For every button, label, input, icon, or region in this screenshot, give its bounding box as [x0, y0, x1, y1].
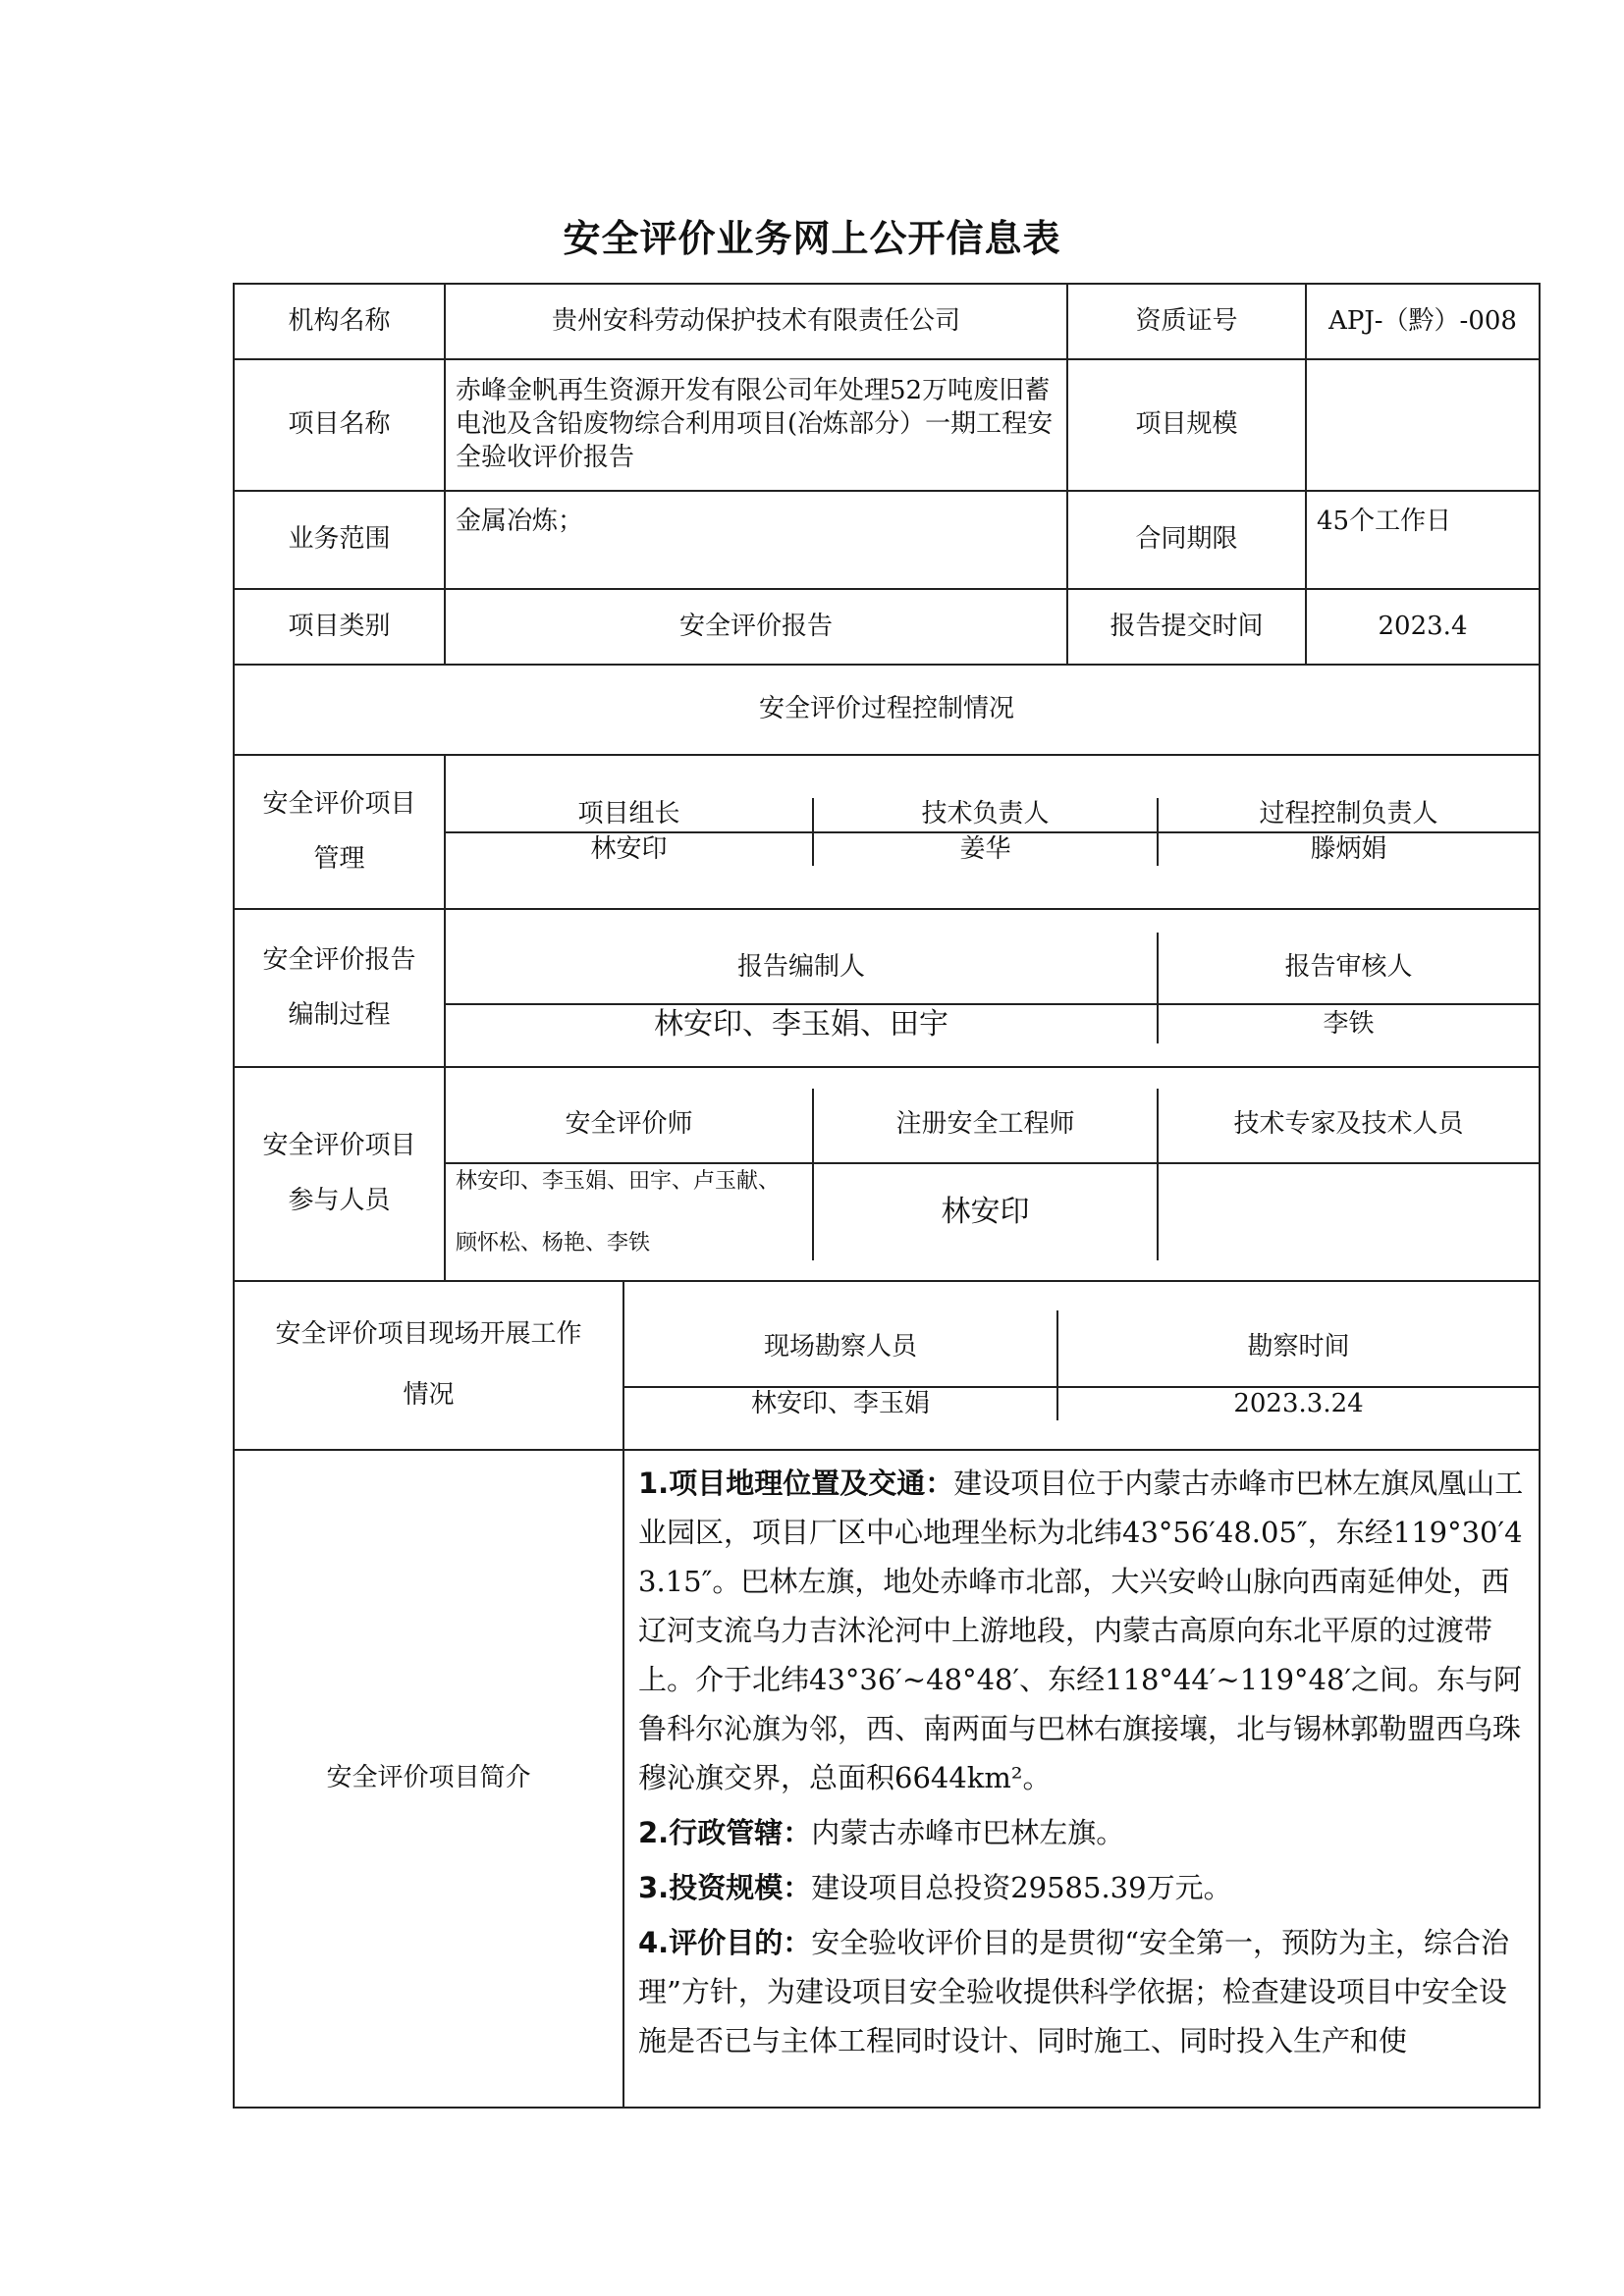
mgmt-label-line1: 安全评价项目: [262, 788, 416, 819]
mgmt-subtable: [446, 798, 1539, 867]
intro-p2-text: 内蒙古赤峰市巴林左旗。: [811, 1816, 1125, 1849]
report-value-author: 林安印、李玉娟、田宇: [446, 1004, 1158, 1043]
intro-p4-title: 4.评价目的：: [638, 1926, 812, 1959]
row-intro: [234, 1450, 1540, 2108]
scope-label: 业务范围: [234, 491, 445, 589]
row-scope: [234, 491, 1540, 589]
site-value-staff: 林安印、李玉娟: [624, 1387, 1057, 1421]
mgmt-header-process: 过程控制负责人: [1158, 798, 1539, 832]
site-label: [234, 1281, 623, 1450]
intro-p4-text: 安全验收评价目的是贯彻“安全第一，预防为主，综合治理”方针，为建设项目安全验收提供科学依据；检查建设项目中安全设施是否已与主体工程同时设计、同时施工、同时投入生产和使: [638, 1926, 1510, 2057]
evaluators-line2: 顾怀松、杨艳、李铁: [456, 1230, 651, 1255]
intro-paragraph-4: [638, 1918, 1527, 2065]
report-header-author: 报告编制人: [446, 933, 1158, 1004]
row-participants: [234, 1067, 1540, 1281]
site-value-time: 2023.3.24: [1233, 1388, 1364, 1418]
participants-evaluators: [446, 1163, 813, 1260]
mgmt-header-tech: 技术负责人: [813, 798, 1158, 832]
term-value: 45个工作日: [1306, 491, 1540, 589]
participants-header-evaluators: 安全评价师: [446, 1089, 813, 1163]
intro-p3-text: 建设项目总投资29585.39万元。: [811, 1871, 1232, 1904]
report-label-line2: 编制过程: [288, 999, 391, 1030]
page-title: 安全评价业务网上公开信息表: [563, 216, 1061, 260]
site-subtable: [624, 1310, 1539, 1421]
participants-header-engineers: 注册安全工程师: [813, 1089, 1158, 1163]
evaluators-line1: 林安印、李玉娟、田宇、卢玉献、: [456, 1168, 781, 1194]
category-label: 项目类别: [234, 589, 445, 665]
project-label: 项目名称: [234, 359, 445, 491]
participants-label-line2: 参与人员: [288, 1186, 391, 1215]
project-value: 赤峰金帆再生资源开发有限公司年处理52万吨废旧蓄电池及含铅废物综合利用项目(冶炼部分）一期工程安全验收评价报告: [445, 359, 1067, 491]
intro-paragraph-2: [638, 1808, 1527, 1857]
row-report: [234, 909, 1540, 1067]
row-project: [234, 359, 1540, 491]
report-label: [234, 909, 445, 1067]
intro-content: [623, 1450, 1540, 2108]
mgmt-value-process: 滕炳娟: [1310, 833, 1387, 864]
row-process-heading: [234, 665, 1540, 755]
intro-paragraph-3: [638, 1863, 1527, 1912]
report-value-reviewer: 李铁: [1323, 1008, 1375, 1039]
intro-p1-text: 建设项目位于内蒙古赤峰市巴林左旗凤凰山工业园区，项目厂区中心地理坐标为北纬43°56′48.05″，东经119°30′43.15″。巴林左旗，地处赤峰市北部，大兴安岭山脉向西南延伸处，西辽河支流乌力吉沐沦河中上游地段，内蒙古高原向东北平原的过渡带上。介于北纬43°36′~48°48′、东经118°44′~119°48′之间。东与阿鲁科尔沁旗为邻，西、南两面与巴林右旗接壤，北与锡林郭勒盟西乌珠穆沁旗交界，总面积6644km²。: [638, 1467, 1524, 1794]
participants-header-experts: 技术专家及技术人员: [1158, 1089, 1539, 1163]
scale-label: 项目规模: [1067, 359, 1306, 491]
mgmt-value-leader: 林安印: [446, 832, 813, 867]
participants-experts: [1158, 1163, 1539, 1260]
intro-paragraph-1: [638, 1459, 1527, 1802]
mgmt-value-tech: 姜华: [813, 832, 1158, 867]
submit-label: 报告提交时间: [1067, 589, 1306, 665]
cert-value: APJ-（黔）-008: [1306, 284, 1540, 359]
participants-subtable: [446, 1089, 1539, 1260]
site-label-line2: 情况: [403, 1380, 455, 1410]
participants-label: [234, 1067, 445, 1281]
mgmt-header-leader: 项目组长: [446, 798, 813, 832]
report-label-line1: 安全评价报告: [262, 944, 416, 975]
intro-p2-title: 2.行政管辖：: [638, 1816, 812, 1849]
cert-label: 资质证号: [1067, 284, 1306, 359]
org-label: 机构名称: [234, 284, 445, 359]
site-header-staff: 现场勘察人员: [624, 1310, 1057, 1387]
mgmt-label-line2: 管理: [313, 843, 365, 874]
row-management: [234, 755, 1540, 909]
intro-p1-title: 1.项目地理位置及交通：: [638, 1467, 954, 1500]
report-subtable: [446, 933, 1539, 1043]
site-header-time: 勘察时间: [1057, 1310, 1539, 1387]
report-header-reviewer: 报告审核人: [1158, 933, 1539, 1004]
scale-value: [1306, 359, 1540, 491]
row-category: [234, 589, 1540, 665]
info-table-wrapper: [233, 283, 1539, 2109]
participants-engineers: 林安印: [813, 1163, 1158, 1260]
process-heading: 安全评价过程控制情况: [234, 665, 1540, 755]
org-value: 贵州安科劳动保护技术有限责任公司: [445, 284, 1067, 359]
term-label: 合同期限: [1067, 491, 1306, 589]
row-site: [234, 1281, 1540, 1450]
scope-value: 金属冶炼；: [445, 491, 1067, 589]
mgmt-label: [234, 755, 445, 909]
row-organization: [234, 284, 1540, 359]
submit-value: 2023.4: [1306, 589, 1540, 665]
site-label-line1: 安全评价项目现场开展工作: [275, 1319, 582, 1350]
participants-label-line1: 安全评价项目: [262, 1131, 416, 1161]
intro-p3-title: 3.投资规模：: [638, 1871, 812, 1904]
info-table: [233, 283, 1541, 2109]
intro-label: 安全评价项目简介: [234, 1450, 623, 2108]
category-value: 安全评价报告: [445, 589, 1067, 665]
